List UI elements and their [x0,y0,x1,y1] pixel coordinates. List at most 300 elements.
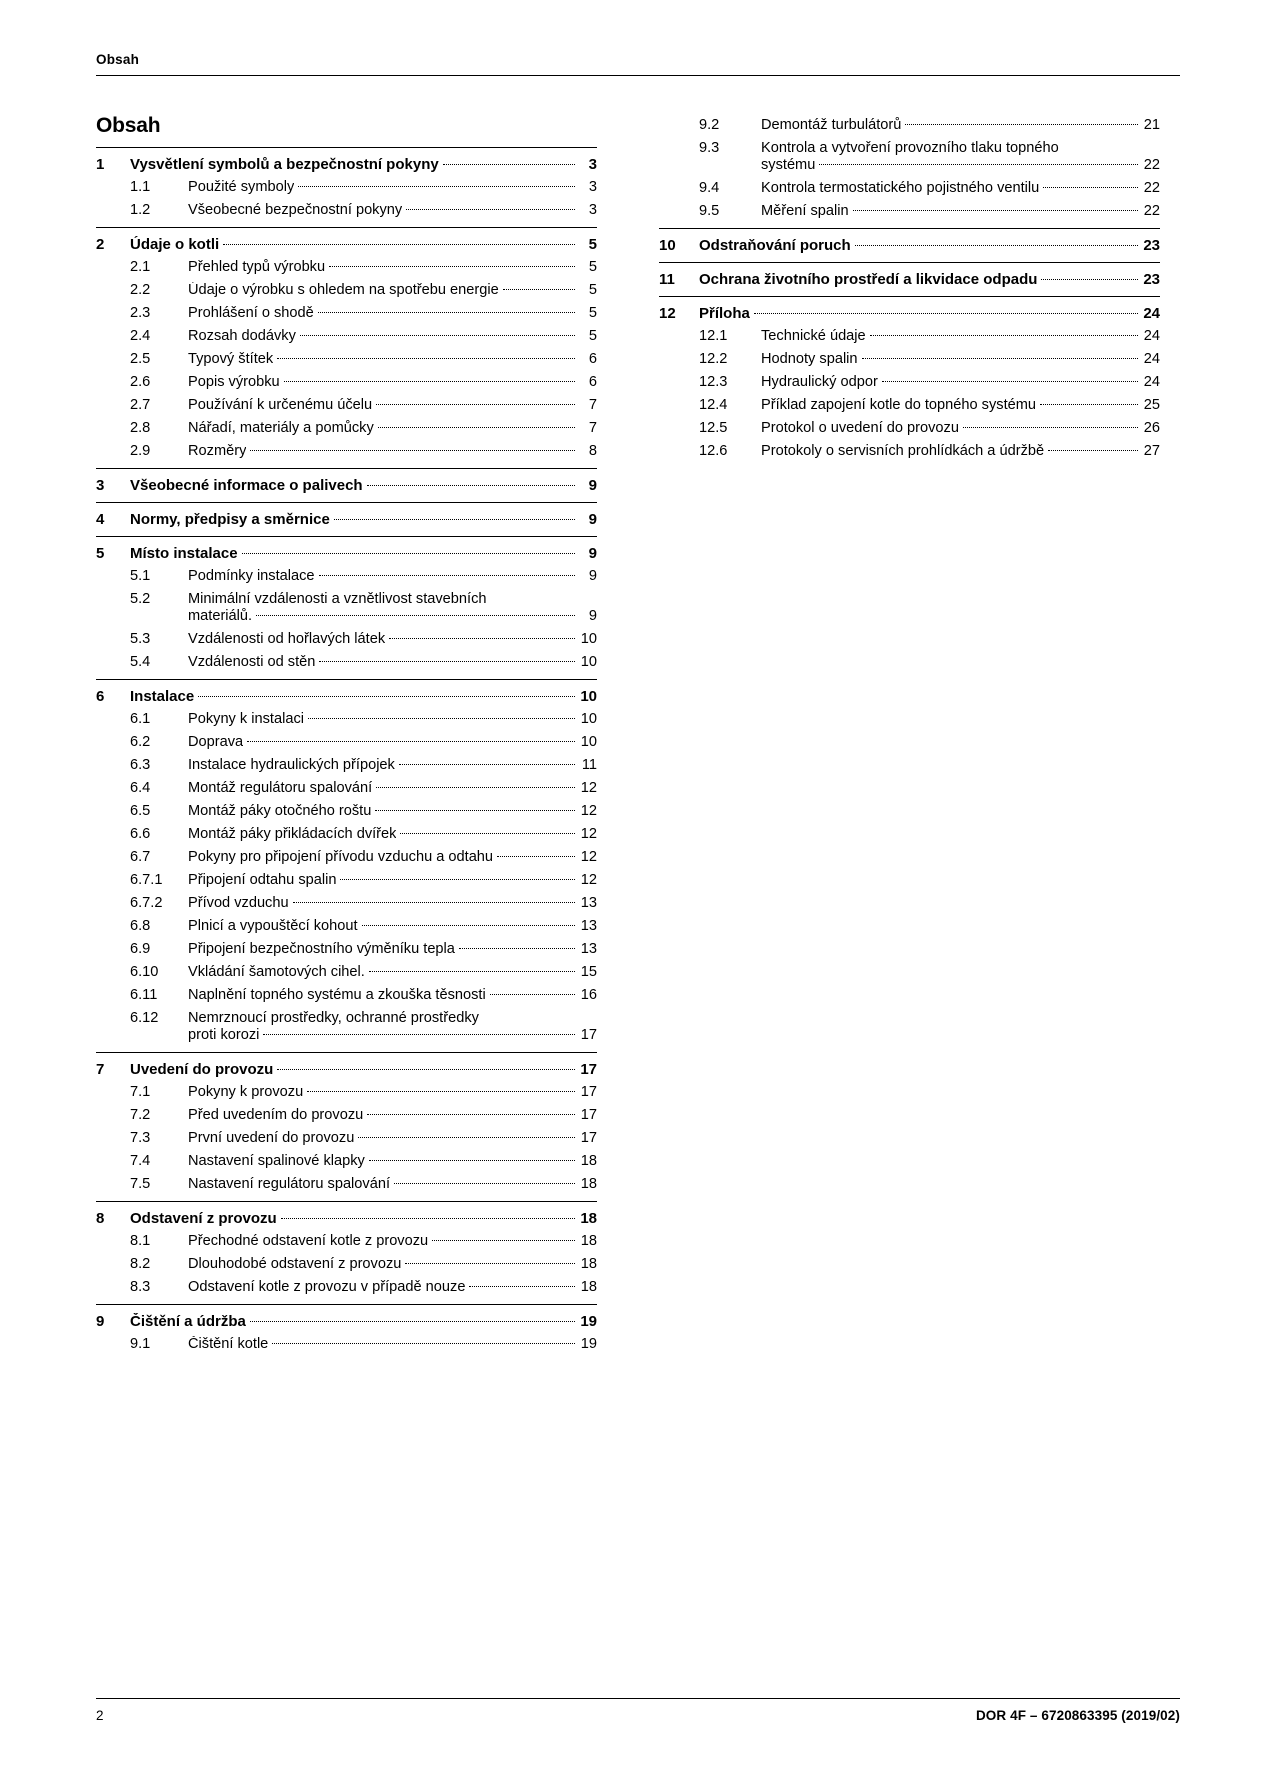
running-head: Obsah [96,52,140,67]
toc-entry-number: 4 [96,511,105,528]
toc-entry-leader-dots [358,1137,575,1138]
toc-entry-leader-dots [819,164,1138,165]
toc-entry-number: 2.2 [130,282,151,298]
toc-entry-label-continued [130,608,597,625]
toc-entry-number: 2.6 [130,374,151,390]
toc-entry-page: 22 [1143,157,1160,173]
toc-columns [96,114,1180,1356]
toc-entry-number: 5.2 [130,591,151,607]
toc-entry[interactable] [96,685,597,708]
toc-entry[interactable] [659,348,1160,371]
toc-entry-number: 6.7.2 [130,895,163,911]
toc-entry[interactable] [96,348,597,371]
toc-entry-number: 5.1 [130,568,151,584]
toc-entry[interactable] [96,754,597,777]
toc-entry-page: 5 [588,259,597,275]
toc-entry-label: Prohlášení o shodě [188,305,314,321]
toc-entry-leader-dots [1048,450,1138,451]
toc-entry-label: Rozsah dodávky [188,328,296,344]
toc-entry[interactable] [96,394,597,417]
toc-entry-label: Technické údaje [761,328,866,344]
toc-entry-label: Pokyny k instalaci [188,711,304,727]
toc-entry[interactable] [96,823,597,846]
toc-entry-label-line2: systému [761,157,816,173]
footer-line [96,1708,1180,1723]
toc-entry-leader-dots [1043,187,1138,188]
toc-entry-label: Přechodné odstavení kotle z provozu [188,1233,429,1249]
toc-entry[interactable] [96,508,597,531]
toc-group-separator [659,296,1160,297]
toc-title: Obsah [96,114,161,137]
toc-entry[interactable] [96,199,597,222]
toc-entry-page: 13 [580,895,597,911]
toc-entry[interactable] [96,233,597,256]
toc-entry-number: 2.5 [130,351,151,367]
toc-entry[interactable] [96,1253,597,1276]
toc-entry-number: 2.7 [130,397,151,413]
toc-entry-page: 24 [1143,328,1160,344]
toc-entry-leader-dots [263,1034,575,1035]
toc-entry-number: 6.10 [130,964,159,980]
toc-entry[interactable] [96,628,597,651]
toc-entry-page: 9 [588,608,597,624]
toc-entry-label: Kontrola a vytvoření provozního tlaku topného [761,140,1059,156]
toc-entry-leader-dots [300,335,575,336]
toc-entry-number: 6.7.1 [130,872,163,888]
toc-entry-page: 11 [581,757,597,773]
toc-entry-number: 12.3 [699,374,728,390]
toc-entry-leader-dots [272,1343,575,1344]
toc-entry-label: Typový štítek [188,351,274,367]
toc-entry-label: Odstraňování poruch [699,237,851,254]
toc-entry[interactable] [659,268,1160,291]
toc-entry-leader-dots [256,615,575,616]
toc-entry-leader-dots [250,1321,575,1322]
header-rule [96,75,1180,76]
toc-entry-label: Pokyny pro připojení přívodu vzduchu a odtahu [188,849,494,865]
toc-right-column [659,114,1160,463]
toc-entry-number: 12.1 [699,328,728,344]
toc-entry-page: 18 [580,1176,597,1192]
toc-entry-number: 6.5 [130,803,151,819]
toc-entry-page: 13 [580,918,597,934]
toc-entry-label: Odstavení kotle z provozu v případě nouze [188,1279,466,1295]
toc-entry-page: 17 [580,1027,597,1043]
toc-entry[interactable] [96,777,597,800]
toc-entry[interactable] [659,371,1160,394]
toc-entry-number: 2.8 [130,420,151,436]
toc-entry[interactable] [96,1310,597,1333]
toc-entry-number: 5 [96,545,105,562]
toc-entry-number: 1.2 [130,202,151,218]
toc-group-separator [96,1052,597,1053]
toc-entry-number: 12.2 [699,351,728,367]
toc-entry-label: Montáž páky otočného roštu [188,803,372,819]
toc-entry-label: Nemrznoucí prostředky, ochranné prostředky [188,1010,479,1026]
toc-entry-label: Naplnění topného systému a zkouška těsnosti [188,987,486,1003]
toc-entry-label: Podmínky instalace [188,568,315,584]
toc-entry[interactable] [96,1276,597,1299]
toc-entry-label: Před uvedením do provozu [188,1107,364,1123]
toc-entry-leader-dots [882,381,1138,382]
toc-entry-leader-dots [247,741,575,742]
toc-entry-number: 12 [659,305,676,322]
toc-entry-page: 10 [580,734,597,750]
toc-entry[interactable] [96,1230,597,1253]
footer-rule [96,1698,1180,1699]
toc-entry[interactable] [96,1127,597,1150]
toc-entry[interactable] [96,1207,597,1230]
toc-entry-label: Pokyny k provozu [188,1084,304,1100]
toc-entry-leader-dots [503,289,575,290]
toc-entry-leader-dots [340,879,575,880]
toc-entry[interactable] [96,1104,597,1127]
toc-entry-leader-dots [855,245,1138,246]
toc-entry-page: 18 [580,1210,597,1227]
toc-entry-leader-dots [406,209,575,210]
toc-entry[interactable] [659,137,1160,177]
toc-entry[interactable] [96,474,597,497]
toc-entry-leader-dots [367,485,575,486]
toc-entry[interactable] [659,325,1160,348]
toc-entry-page: 21 [1143,117,1160,133]
toc-entry-label: Montáž páky přikládacích dvířek [188,826,397,842]
toc-entry-page: 3 [588,202,597,218]
toc-entry-label: Údaje o kotli [130,236,220,253]
toc-entry-page: 12 [580,872,597,888]
toc-entry[interactable] [96,588,597,628]
toc-entry-label: Kontrola termostatického pojistného ventilu [761,180,1040,196]
toc-entry-leader-dots [308,718,575,719]
toc-entry[interactable] [96,153,597,176]
toc-entry-leader-dots [963,427,1138,428]
toc-entry-number: 6 [96,688,105,705]
toc-entry-label: Protokol o uvedení do provozu [761,420,959,436]
toc-entry-label: Hydraulický odpor [761,374,878,390]
footer-document-reference: DOR 4F – 6720863395 (2019/02) [975,1708,1180,1723]
toc-entry-leader-dots [284,381,575,382]
toc-entry-number: 6.11 [130,987,158,1003]
toc-entry-label: Odstavení z provozu [130,1210,277,1227]
toc-entry-label: Vkládání šamotových cihel. [188,964,365,980]
toc-entry-label: Normy, předpisy a směrnice [130,511,330,528]
toc-entry-leader-dots [334,519,575,520]
toc-entry[interactable] [96,1058,597,1081]
toc-entry[interactable] [96,542,597,565]
toc-group-separator [96,502,597,503]
toc-entry-page: 12 [580,780,597,796]
toc-entry[interactable] [96,938,597,961]
toc-entry[interactable] [96,915,597,938]
toc-entry-page: 15 [580,964,597,980]
toc-entry[interactable] [96,325,597,348]
toc-entry[interactable] [96,1007,597,1047]
toc-entry[interactable] [96,1081,597,1104]
toc-entry[interactable] [96,176,597,199]
toc-title-rule [96,147,597,148]
toc-entry[interactable] [96,256,597,279]
toc-entry[interactable] [659,417,1160,440]
toc-entry-label: Minimální vzdálenosti a vznětlivost stavebních [188,591,487,607]
toc-entry-page: 6 [588,374,597,390]
toc-entry-page: 7 [588,420,597,436]
toc-entry-page: 3 [588,179,597,195]
toc-entry-number: 1 [96,156,105,173]
toc-entry-leader-dots [319,575,575,576]
toc-entry-leader-dots [329,266,575,267]
toc-entry-page: 22 [1143,180,1160,196]
toc-entry-number: 9.2 [699,117,720,133]
toc-entry-page: 12 [580,803,597,819]
toc-entry-page: 24 [1143,351,1160,367]
toc-entry-number: 6.6 [130,826,151,842]
toc-entry-leader-dots [369,971,575,972]
toc-entry[interactable] [96,961,597,984]
toc-entry-number: 7.4 [130,1153,151,1169]
toc-entry-number: 9.5 [699,203,720,219]
toc-entry-number: 3 [96,477,105,494]
toc-entry-page: 23 [1143,271,1160,288]
toc-entry[interactable] [96,846,597,869]
toc-group-separator [96,468,597,469]
toc-entry-number: 7.2 [130,1107,151,1123]
toc-entry-number: 10 [659,237,676,254]
toc-entry-label: Nastavení spalinové klapky [188,1153,365,1169]
toc-entry-label: Údaje o výrobku s ohledem na spotřebu energie [188,282,499,298]
toc-entry[interactable] [659,177,1160,200]
toc-entry[interactable] [96,440,597,463]
toc-entry-leader-dots [319,661,575,662]
toc-entry-number: 6.3 [130,757,151,773]
toc-entry-leader-dots [198,696,575,697]
toc-entry-label: Instalace [130,688,195,705]
toc-entry-page: 25 [1143,397,1160,413]
toc-entry-leader-dots [293,902,575,903]
toc-entry[interactable] [96,731,597,754]
toc-entry-label: Používání k určenému účelu [188,397,373,413]
toc-entry-leader-dots [277,1069,575,1070]
toc-entry-page: 24 [1143,374,1160,390]
toc-entry-label: Přívod vzduchu [188,895,289,911]
toc-entry-leader-dots [497,856,575,857]
toc-entry-leader-dots [277,358,575,359]
toc-entry-leader-dots [1041,279,1138,280]
toc-entry-page: 26 [1143,420,1160,436]
toc-group-separator [96,679,597,680]
toc-entry-page: 5 [588,282,597,298]
toc-group-separator [96,1201,597,1202]
toc-entry-leader-dots [405,1263,575,1264]
toc-entry[interactable] [659,114,1160,137]
toc-entry-page: 10 [580,711,597,727]
toc-entry-number: 9.1 [130,1336,151,1352]
toc-entry-number: 9.4 [699,180,720,196]
toc-entry-number: 12.6 [699,443,728,459]
toc-entry-page: 18 [580,1279,597,1295]
toc-entry-leader-dots [754,313,1138,314]
toc-entry-page: 7 [588,397,597,413]
toc-entry-leader-dots [367,1114,575,1115]
toc-entry-number: 7.5 [130,1176,151,1192]
toc-entry-page: 22 [1143,203,1160,219]
toc-entry-number: 6.2 [130,734,151,750]
toc-entry-label: Doprava [188,734,244,750]
toc-entry-leader-dots [862,358,1138,359]
toc-entry-leader-dots [376,787,575,788]
toc-entry-page: 9 [588,545,597,562]
toc-entry[interactable] [96,279,597,302]
toc-entry-page: 17 [580,1061,597,1078]
toc-entry-number: 6.8 [130,918,151,934]
toc-entry-leader-dots [870,335,1138,336]
toc-group-separator [96,1304,597,1305]
toc-entry[interactable] [96,708,597,731]
toc-entry-number: 2.4 [130,328,151,344]
toc-entry-leader-dots [459,948,575,949]
toc-right-entries [659,114,1160,463]
toc-entry-label: Příloha [699,305,750,322]
toc-group-separator [96,227,597,228]
toc-entry-label: Vzdálenosti od hořlavých látek [188,631,386,647]
toc-entry-number: 6.9 [130,941,151,957]
toc-entry-page: 5 [588,236,597,253]
toc-entry-page: 10 [580,688,597,705]
toc-entry-leader-dots [905,124,1138,125]
toc-entry-leader-dots [362,925,575,926]
toc-entry-leader-dots [399,764,575,765]
toc-entry-page: 5 [588,305,597,321]
toc-entry-label-continued [699,157,1160,174]
toc-entry-label: Měření spalin [761,203,849,219]
toc-entry[interactable] [96,302,597,325]
toc-entry-number: 6.1 [130,711,151,727]
toc-entry[interactable] [96,869,597,892]
toc-entry-number: 9.3 [699,140,720,156]
toc-entry-label: Všeobecné bezpečnostní pokyny [188,202,403,218]
toc-entry-number: 5.3 [130,631,151,647]
toc-entry-label: Všeobecné informace o palivech [130,477,363,494]
toc-entry-page: 19 [580,1313,597,1330]
toc-entry-page: 18 [580,1256,597,1272]
toc-entry-label: Příklad zapojení kotle do topného systému [761,397,1037,413]
toc-entry-number: 2 [96,236,105,253]
toc-entry-number: 2.1 [130,259,151,275]
toc-entry-page: 27 [1143,443,1160,459]
toc-entry-label: Čištění a údržba [130,1313,246,1330]
toc-entry-number: 12.5 [699,420,728,436]
toc-entry-label: Ochrana životního prostředí a likvidace odpadu [699,271,1038,288]
toc-entry-label: Čištění kotle [188,1336,269,1352]
toc-entry-page: 10 [580,654,597,670]
toc-entry-label: Protokoly o servisních prohlídkách a údržbě [761,443,1045,459]
toc-entry-number: 12.4 [699,397,728,413]
toc-entry-number: 8.3 [130,1279,151,1295]
toc-entry-label: Plnicí a vypouštěcí kohout [188,918,358,934]
toc-entry-number: 6.7 [130,849,151,865]
toc-entry-page: 16 [580,987,597,1003]
page-footer [96,1698,1180,1723]
toc-entry[interactable] [96,651,597,674]
toc-entry[interactable] [96,892,597,915]
toc-entry-leader-dots [318,312,575,313]
toc-entry-leader-dots [375,810,575,811]
toc-entry-label: Hodnoty spalin [761,351,858,367]
toc-entry-number: 2.3 [130,305,151,321]
toc-entry-number: 11 [659,271,675,288]
toc-entry-number: 8.2 [130,1256,151,1272]
toc-entry-leader-dots [1040,404,1138,405]
toc-entry-label: První uvedení do provozu [188,1130,355,1146]
toc-entry[interactable] [96,371,597,394]
toc-entry-label: Rozměry [188,443,247,459]
toc-entry[interactable] [96,984,597,1007]
toc-entry-label: Použité symboly [188,179,295,195]
toc-entry-page: 19 [580,1336,597,1352]
toc-entry[interactable] [96,800,597,823]
toc-group-separator [96,536,597,537]
toc-entry-number: 7.1 [130,1084,151,1100]
toc-entry[interactable] [96,1173,597,1196]
toc-entry-page: 17 [580,1084,597,1100]
toc-entry[interactable] [659,234,1160,257]
toc-entry-leader-dots [394,1183,575,1184]
toc-entry-number: 9 [96,1313,105,1330]
toc-entry-number: 6.4 [130,780,151,796]
toc-entry-leader-dots [250,450,575,451]
toc-entry-leader-dots [242,553,575,554]
toc-entry-label-continued [130,1027,597,1044]
toc-entry-page: 24 [1143,305,1160,322]
toc-entry[interactable] [659,394,1160,417]
toc-entry-leader-dots [400,833,575,834]
toc-entry[interactable] [96,417,597,440]
toc-group-separator [659,262,1160,263]
toc-left-entries [96,153,597,1356]
toc-entry-label: Popis výrobku [188,374,280,390]
toc-entry-page: 13 [580,941,597,957]
toc-entry-page: 12 [580,849,597,865]
toc-entry-label: Uvedení do provozu [130,1061,274,1078]
toc-entry-number: 8.1 [130,1233,151,1249]
toc-entry-page: 17 [580,1130,597,1146]
toc-entry-label: Demontáž turbulátorů [761,117,902,133]
toc-entry[interactable] [96,1333,597,1356]
toc-entry-leader-dots [443,164,575,165]
toc-group-separator [659,228,1160,229]
toc-entry-leader-dots [307,1091,575,1092]
toc-entry-leader-dots [469,1286,575,1287]
toc-entry-label: Dlouhodobé odstavení z provozu [188,1256,402,1272]
toc-entry[interactable] [659,200,1160,223]
toc-entry[interactable] [659,440,1160,463]
toc-entry-page: 5 [588,328,597,344]
toc-entry[interactable] [96,1150,597,1173]
toc-entry-label: Připojení bezpečnostního výměníku tepla [188,941,455,957]
toc-entry-leader-dots [853,210,1138,211]
toc-entry-page: 12 [580,826,597,842]
toc-entry-label-line2: materiálů. [188,608,253,624]
toc-entry-number: 5.4 [130,654,151,670]
toc-entry[interactable] [659,302,1160,325]
toc-entry-label: Připojení odtahu spalin [188,872,337,888]
toc-entry-number: 7 [96,1061,105,1078]
toc-entry-leader-dots [490,994,575,995]
toc-entry-page: 9 [588,568,597,584]
toc-entry[interactable] [96,565,597,588]
footer-page-number: 2 [96,1708,104,1723]
toc-entry-label: Nářadí, materiály a pomůcky [188,420,374,436]
toc-entry-page: 17 [580,1107,597,1123]
